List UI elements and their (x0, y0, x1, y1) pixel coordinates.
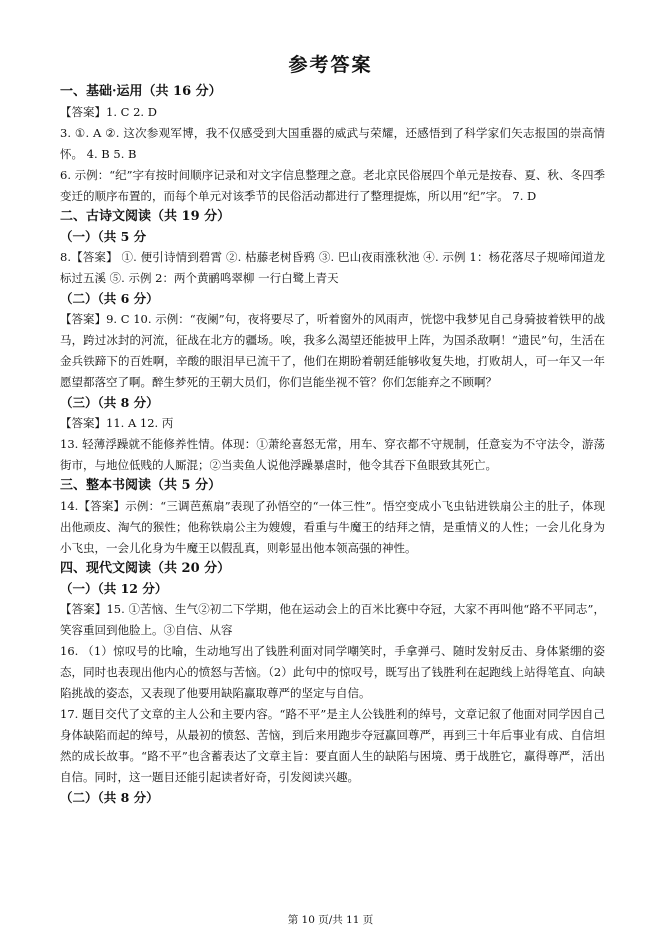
answer-paragraph: 【答案】15. ①苦恼、生气②初二下学期，他在运动会上的百米比赛中夺冠，大家不再叫他“路不平同志”，笑容重回到他脸上。③自信、从容 (60, 602, 605, 637)
section-heading-3: 三、整本书阅读（共 5 分） (60, 478, 222, 493)
answer-paragraph: 【答案】1. C 2. D (60, 105, 157, 119)
page-number: 第 10 页/共 11 页 (287, 914, 374, 926)
subsection-heading: （二）（共 6 分） (60, 291, 159, 306)
subsection-heading: （一）（共 12 分） (60, 581, 168, 596)
answer-paragraph: 【答案】9. C 10. 示例：“夜阑”句，夜将要尽了，听着窗外的风雨声，恍惚中我梦见自己身骑披着铁甲的战马，跨过冰封的河流，征战在北方的疆场。唉，我多么渴望还能披甲上阵，为国杀敌啊！“遗民”句，生活在金兵铁蹄下的百姓啊，辛酸的眼泪早已流干了，他们在期盼着朝廷能够收复失地，打败胡人，可一年又一年愿望都落空了啊。醉生梦死的王朝大员们，你们岂能坐视不管？你们怎能弃之不顾啊？ (60, 312, 605, 389)
answer-paragraph: 6. 示例：“纪”字有按时间顺序记录和对文字信息整理之意。老北京民俗展四个单元是按春、夏、秋、冬四季变迁的顺序布置的，而每个单元对该季节的民俗活动都进行了整理提炼，所以用“纪”字。 7. D (60, 168, 605, 203)
answer-paragraph: 13. 轻薄浮躁就不能修养性情。体现：①萧纶喜怒无常，用车、穿衣都不守规制，任意妄为不守法令，游荡街市，与地位低贱的人厮混；②当卖鱼人说他浮躁暴虐时，他令其吞下鱼眼致其死亡。 (60, 437, 605, 472)
answer-content (60, 82, 605, 808)
page-title: 参考答案 (288, 54, 373, 76)
section-heading-1: 一、基础·运用（共 16 分） (60, 84, 222, 99)
subsection-heading: （三）（共 8 分） (60, 395, 159, 410)
subsection-heading: （一）（共 5 分 (60, 229, 147, 244)
answer-paragraph: 17. 题目交代了文章的主人公和主要内容。“路不平”是主人公钱胜利的绰号，文章记叙了他面对同学因自己身体缺陷而起的绰号，从最初的愤怒、苦恼，到后来用跑步夺冠赢回尊严，再到三十年后事业有成、自信坦然的成长故事。“路不平”也含蓄表达了文章主旨：要直面人生的缺陷与困境、勇于战胜它，赢得尊严，活出自信。同时，这一题目还能引起读者好奇，引发阅读兴趣。 (60, 707, 605, 784)
answer-paragraph: 16. （1）惊叹号的比喻，生动地写出了钱胜利面对同学嘲笑时，手拿弹弓、随时发射反击、身体紧绷的姿态，同时也表现出他内心的愤怒与苦恼。（2）此句中的惊叹号，既写出了钱胜利在起跑线上站得笔直、向缺陷挑战的姿态，又表现了他要用缺陷赢取尊严的坚定与自信。 (60, 644, 605, 700)
answer-paragraph: 14.【答案】示例：“三调芭蕉扇”表现了孙悟空的“一体三性”。悟空变成小飞虫钻进铁扇公主的肚子，体现出他顽皮、淘气的猴性；他称铁扇公主为嫂嫂，看重与牛魔王的结拜之情，是重情义的人性；一会儿化身为小飞虫，一会儿化身为牛魔王以假乱真，则彰显出他本领高强的神性。 (60, 499, 605, 555)
section-heading-2: 二、古诗文阅读（共 19 分） (60, 209, 231, 224)
section-heading-4: 四、现代文阅读（共 20 分） (60, 561, 231, 576)
answer-paragraph: 【答案】11. A 12. 丙 (60, 416, 174, 430)
answer-paragraph: 8.【答案】 ①. 便引诗情到碧霄 ②. 枯藤老树昏鸦 ③. 巴山夜雨涨秋池 ④. 示例 1：杨花落尽子规啼闻道龙标过五溪 ⑤. 示例 2：两个黄鹂鸣翠柳 一行白鹭上青天 (60, 250, 605, 285)
subsection-heading: （二）（共 8 分） (60, 790, 159, 805)
answer-paragraph: 3. ①. A ②. 这次参观军博，我不仅感受到大国重器的威武与荣耀，还感悟到了科学家们矢志报国的崇高情怀。 4. B 5. B (60, 126, 605, 161)
